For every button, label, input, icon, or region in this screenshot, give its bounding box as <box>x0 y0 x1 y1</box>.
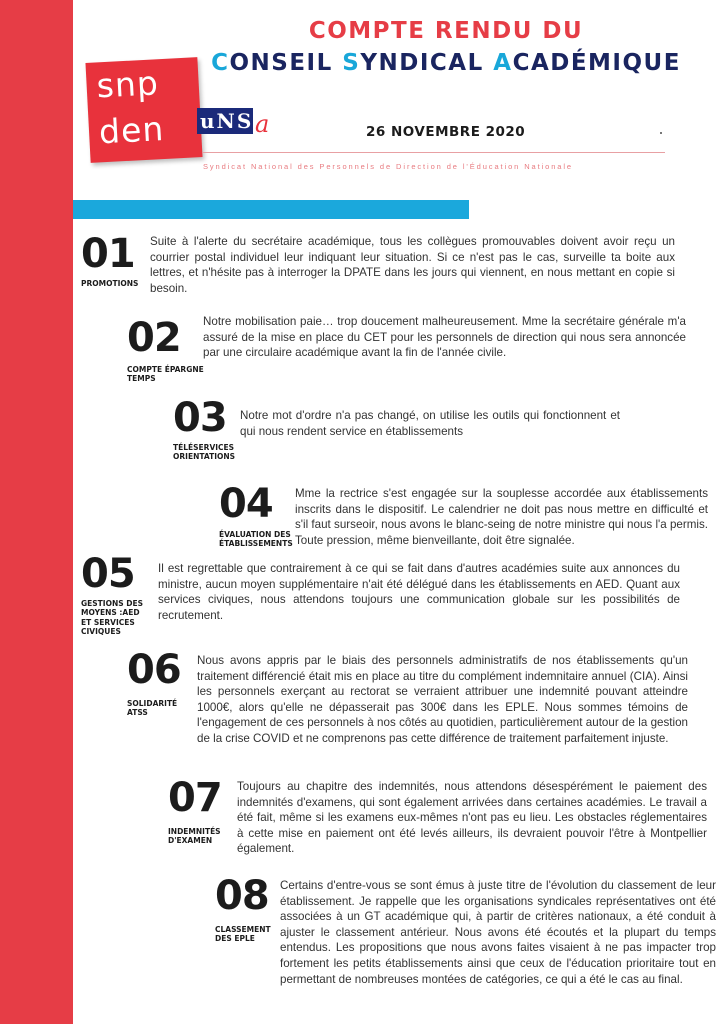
title-word-part: YNDICAL <box>360 50 494 76</box>
snpden-logo-line2: den <box>98 108 166 152</box>
section-number: 06 <box>127 647 181 693</box>
section-heading: COMPTE ÉPARGNE TEMPS <box>127 365 204 384</box>
title-initial-letter: C <box>211 50 230 76</box>
report-date: 26 NOVEMBRE 2020 <box>366 124 526 140</box>
section-body-text: Suite à l'alerte du secrétaire académique, tous les collègues promouvables doivent avoir reçu un courrier postal individuel leur indiquant leur situation. Si ce n'est pas le cas, surveille ta boite aux lettres, et n'hésite pas à interroger la DPATE dans les jours qui viennent, en nous mettant en copie si besoin. <box>150 235 675 295</box>
title-initial-letter: A <box>493 50 513 76</box>
section-number: 07 <box>168 775 222 821</box>
title-line-2 <box>196 50 696 76</box>
section-heading: CLASSEMENT DES EPLE <box>215 925 271 944</box>
snpden-logo-line1: snp <box>95 63 160 106</box>
unsa-logo-text: uNS <box>200 109 254 133</box>
section-body-text: Nous avons appris par le biais des personnels administratifs de nos établissements qu'un traitement différencié était mis en place au titre du complément indemnitaire annuel (CIA). Ainsi les personnels exerçant au rectorat se verraient attribuer une indemnité pouvant atteindre 1000€, alors qu'elle ne dépasserait pas 300€ dans les EPLE. Nous sommes témoins de l'engagement de ces personnels à nos côtés au quotidien, particulièrement autour de la gestion de la crise COVID et ne comprenons pas cette différence de traitement parfaitement injuste. <box>197 654 688 745</box>
union-full-name: Syndicat National des Personnels de Direction de l'Éducation Nationale <box>203 162 573 171</box>
title-line-1: COMPTE RENDU DU <box>308 18 584 44</box>
unsa-logo-a: a <box>255 110 270 138</box>
section-body-text: Notre mobilisation paie… trop doucement malheureusement. Mme la secrétaire générale m'a assuré de la mise en place du CET pour les personnels de direction qui nous sera annoncée par une circulaire académique avant la fin de l'année civile. <box>203 315 686 360</box>
section-body-text: Notre mot d'ordre n'a pas changé, on utilise les outils qui fonctionnent et qui nous rendent service en établissements <box>240 409 620 438</box>
section-number: 08 <box>215 873 269 919</box>
section-number: 02 <box>127 315 181 361</box>
section-heading: GESTIONS DES MOYENS :AED ET SERVICES CIVIQUES <box>81 599 144 637</box>
section-number: 01 <box>81 231 135 277</box>
decorative-dot <box>660 132 662 134</box>
unsa-logo <box>197 108 287 142</box>
section-body-text: Certains d'entre-vous se sont émus à juste titre de l'évolution du classement de leur établissement. Je rappelle que les organisations syndicales représentatives ont été associées à un GT académique qui, à partir de critères nationaux, a été conduit à ajuster le classement antérieur. Nous avons été écoutés et la plupart du temps entendus. Les propositions que nous avons faites visaient à ne pas impacter trop fortement les petits établissements ainsi que ceux de l'éducation prioritaire tout en permettant de nombreuses montées de catégories, ce qui a été le cas au final. <box>280 879 716 986</box>
section-heading: SOLIDARITÉ ATSS <box>127 699 178 718</box>
section-number: 04 <box>219 481 273 527</box>
section-heading: PROMOTIONS <box>81 279 139 288</box>
section-number: 03 <box>173 395 227 441</box>
title-word-part: ONSEIL <box>229 50 343 76</box>
section-body-text: Il est regrettable que contrairement à ce qui se fait dans d'autres académies suite aux annonces du ministre, aucun moyen supplémentaire n'ait été délégué dans les établissements en AED. Quant aux services civiques, nous attendons toujours une communication globale sur les possibilités de recrutement. <box>158 562 680 622</box>
header-divider <box>203 152 665 153</box>
title-word-part: CADÉMIQUE <box>512 50 681 76</box>
blue-accent-bar <box>73 200 469 219</box>
left-red-band <box>0 0 73 1024</box>
section-heading: INDEMNITÉS D'EXAMEN <box>168 827 221 846</box>
section-heading: TÉLÉSERVICES ORIENTATIONS <box>173 443 236 462</box>
section-body-text: Mme la rectrice s'est engagée sur la souplesse accordée aux établissements inscrits dans le dispositif. Le calendrier ne doit pas nous mettre en difficulté et s'il faut surseoir, nous avons le blanc-seing de notre ministre qui nous l'a permis. Toute pression, même bienveillante, doit être signalée. <box>295 487 708 547</box>
section-body-text: Toujours au chapitre des indemnités, nous attendons désespérément le paiement des indemnités d'examens, qui sont également arrivées dans certaines académies. Le travail a été fait, même si les examens eux-mêmes n'ont pas eu lieu. Les obstacles réglementaires à cette mise en paiement ont été levés ailleurs, ils devraient pouvoir l'être à Montpellier également. <box>237 780 707 856</box>
title-initial-letter: S <box>342 50 361 76</box>
section-number: 05 <box>81 551 135 597</box>
snpden-logo <box>85 57 202 163</box>
section-heading: ÉVALUATION DES ÉTABLISSEMENTS <box>219 530 293 549</box>
